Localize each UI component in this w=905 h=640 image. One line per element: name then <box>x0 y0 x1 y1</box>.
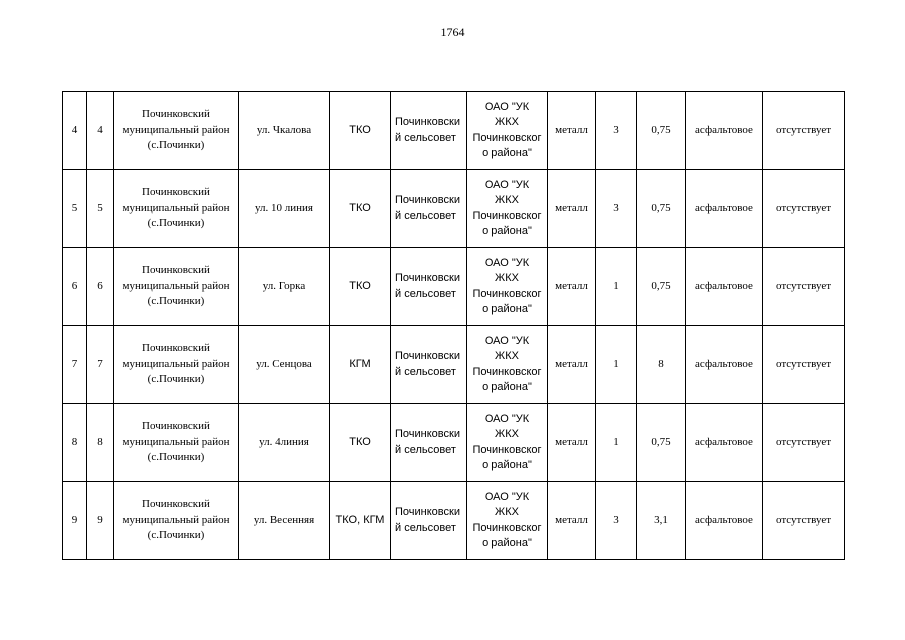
material-cell: металл <box>548 482 596 560</box>
site-number-cell: 6 <box>87 248 114 326</box>
site-number-cell: 9 <box>87 482 114 560</box>
district-cell: Починковский муниципальный район (с.Починки) <box>114 92 239 170</box>
fence-cell: отсутствует <box>763 92 845 170</box>
row-number-cell: 6 <box>63 248 87 326</box>
container-count-cell: 3 <box>596 170 637 248</box>
volume-cell: 0,75 <box>637 92 686 170</box>
volume-cell: 0,75 <box>637 248 686 326</box>
volume-cell: 0,75 <box>637 404 686 482</box>
owner-cell: Починковски й сельсовет <box>391 92 467 170</box>
container-count-cell: 3 <box>596 482 637 560</box>
district-cell: Починковский муниципальный район (с.Починки) <box>114 482 239 560</box>
operator-cell: ОАО "УК ЖКХ Починковског о района" <box>467 404 548 482</box>
site-number-cell: 5 <box>87 170 114 248</box>
container-count-cell: 1 <box>596 248 637 326</box>
material-cell: металл <box>548 92 596 170</box>
row-number-cell: 9 <box>63 482 87 560</box>
fence-cell: отсутствует <box>763 404 845 482</box>
district-cell: Починковский муниципальный район (с.Починки) <box>114 404 239 482</box>
material-cell: металл <box>548 170 596 248</box>
site-number-cell: 7 <box>87 326 114 404</box>
surface-cell: асфальтовое <box>686 326 763 404</box>
material-cell: металл <box>548 404 596 482</box>
street-cell: ул. 4линия <box>239 404 330 482</box>
row-number-cell: 7 <box>63 326 87 404</box>
waste-type-cell: ТКО, КГМ <box>330 482 391 560</box>
waste-type-cell: ТКО <box>330 248 391 326</box>
material-cell: металл <box>548 248 596 326</box>
site-number-cell: 4 <box>87 92 114 170</box>
fence-cell: отсутствует <box>763 482 845 560</box>
surface-cell: асфальтовое <box>686 170 763 248</box>
fence-cell: отсутствует <box>763 170 845 248</box>
street-cell: ул. Чкалова <box>239 92 330 170</box>
table-body <box>63 92 845 560</box>
waste-type-cell: ТКО <box>330 404 391 482</box>
material-cell: металл <box>548 326 596 404</box>
street-cell: ул. Весенняя <box>239 482 330 560</box>
street-cell: ул. Горка <box>239 248 330 326</box>
district-cell: Починковский муниципальный район (с.Починки) <box>114 248 239 326</box>
table-row <box>63 248 845 326</box>
waste-type-cell: ТКО <box>330 92 391 170</box>
surface-cell: асфальтовое <box>686 404 763 482</box>
owner-cell: Починковски й сельсовет <box>391 170 467 248</box>
row-number-cell: 8 <box>63 404 87 482</box>
table-row <box>63 482 845 560</box>
row-number-cell: 4 <box>63 92 87 170</box>
owner-cell: Починковски й сельсовет <box>391 482 467 560</box>
container-count-cell: 1 <box>596 404 637 482</box>
waste-type-cell: КГМ <box>330 326 391 404</box>
district-cell: Починковский муниципальный район (с.Починки) <box>114 326 239 404</box>
table-row <box>63 326 845 404</box>
owner-cell: Починковски й сельсовет <box>391 404 467 482</box>
page-number: 1764 <box>440 25 465 39</box>
fence-cell: отсутствует <box>763 326 845 404</box>
street-cell: ул. Сенцова <box>239 326 330 404</box>
volume-cell: 8 <box>637 326 686 404</box>
site-number-cell: 8 <box>87 404 114 482</box>
fence-cell: отсутствует <box>763 248 845 326</box>
container-count-cell: 3 <box>596 92 637 170</box>
operator-cell: ОАО "УК ЖКХ Починковског о района" <box>467 170 548 248</box>
waste-sites-table <box>62 91 845 560</box>
district-cell: Починковский муниципальный район (с.Починки) <box>114 170 239 248</box>
operator-cell: ОАО "УК ЖКХ Починковског о района" <box>467 482 548 560</box>
volume-cell: 0,75 <box>637 170 686 248</box>
operator-cell: ОАО "УК ЖКХ Починковског о района" <box>467 92 548 170</box>
operator-cell: ОАО "УК ЖКХ Починковског о района" <box>467 248 548 326</box>
surface-cell: асфальтовое <box>686 248 763 326</box>
table-row <box>63 92 845 170</box>
owner-cell: Починковски й сельсовет <box>391 326 467 404</box>
surface-cell: асфальтовое <box>686 92 763 170</box>
container-count-cell: 1 <box>596 326 637 404</box>
owner-cell: Починковски й сельсовет <box>391 248 467 326</box>
row-number-cell: 5 <box>63 170 87 248</box>
waste-type-cell: ТКО <box>330 170 391 248</box>
table-row <box>63 170 845 248</box>
volume-cell: 3,1 <box>637 482 686 560</box>
surface-cell: асфальтовое <box>686 482 763 560</box>
table-row <box>63 404 845 482</box>
operator-cell: ОАО "УК ЖКХ Починковског о района" <box>467 326 548 404</box>
street-cell: ул. 10 линия <box>239 170 330 248</box>
